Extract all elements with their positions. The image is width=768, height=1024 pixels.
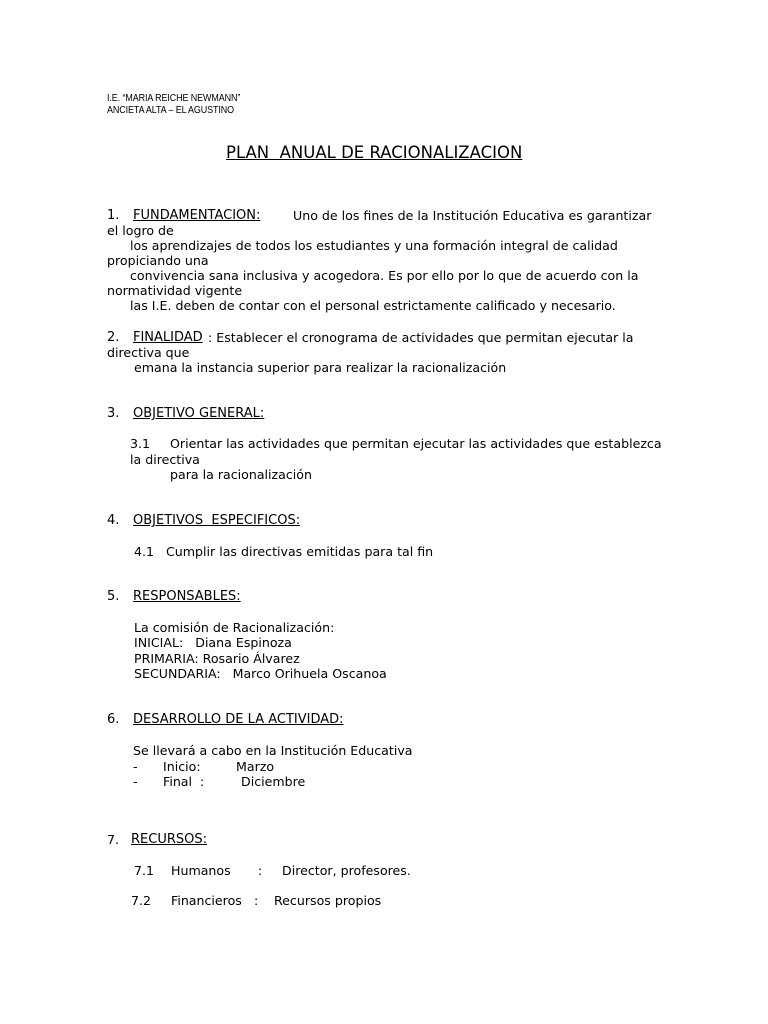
school-location: ANCIETA ALTA – EL AGUSTINO	[107, 105, 235, 116]
recurso-1-label: Humanos	[171, 863, 231, 878]
responsable-secundaria: SECUNDARIA: Marco Orihuela Oscanoa	[134, 666, 387, 681]
responsable-primaria: PRIMARIA: Rosario Álvarez	[134, 651, 300, 666]
recurso-2-separator: :	[254, 893, 259, 908]
recurso-1-number: 7.1	[134, 863, 155, 878]
recurso-1-value: Director, profesores.	[282, 863, 411, 878]
section-3-item-line-2: la directiva	[130, 452, 200, 467]
section-2-line-2: directiva que	[107, 345, 190, 360]
section-7-heading: RECURSOS:	[131, 832, 207, 847]
section-3-number: 3.	[107, 406, 120, 421]
recurso-2-value: Recursos propios	[274, 893, 382, 908]
responsable-inicial: INICIAL: Diana Espinoza	[134, 635, 292, 650]
section-1-line-1: Uno de los fines de la Institución Educativa es garantizar	[293, 208, 652, 223]
section-4-number: 4.	[107, 513, 120, 528]
section-1-line-6: normatividad vigente	[107, 283, 243, 298]
recurso-2-label: Financieros	[171, 893, 242, 908]
school-name: I.E. “MARIA REICHE NEWMANN”	[107, 93, 241, 104]
section-5-intro: La comisión de Racionalización:	[134, 620, 335, 635]
final-value: Diciembre	[241, 774, 306, 789]
section-1-line-4: propiciando una	[107, 253, 209, 268]
section-4-heading: OBJETIVOS ESPECIFICOS:	[133, 513, 301, 528]
section-6-heading: DESARROLLO DE LA ACTIVIDAD:	[133, 712, 344, 727]
recurso-2-number: 7.2	[131, 893, 152, 908]
dash-inicio: -	[133, 759, 138, 774]
section-6-intro: Se llevará a cabo en la Institución Educativa	[133, 743, 413, 758]
section-3-item-line-1: Orientar las actividades que permitan ejecutar las actividades que establezca	[170, 436, 662, 451]
section-1-line-2: el logro de	[107, 223, 174, 238]
section-3-heading: OBJETIVO GENERAL:	[133, 406, 265, 421]
document-title: PLAN ANUAL DE RACIONALIZACION	[226, 143, 523, 162]
section-1-line-7: las I.E. deben de contar con el personal estrictamente calificado y necesario.	[130, 298, 616, 313]
section-2-heading: FINALIDAD	[133, 330, 203, 345]
section-4-item: Cumplir las directivas emitidas para tal fin	[166, 544, 434, 559]
section-1-line-3: los aprendizajes de todos los estudiantes y una formación integral de calidad	[130, 238, 618, 253]
inicio-label: Inicio:	[163, 759, 201, 774]
section-1-heading: FUNDAMENTACION:	[133, 208, 261, 223]
section-2-line-1: : Establecer el cronograma de actividades que permitan ejecutar la	[208, 330, 634, 345]
section-5-number: 5.	[107, 589, 120, 604]
dash-final: -	[133, 774, 138, 789]
section-1-number: 1.	[107, 208, 120, 223]
section-1-line-5: convivencia sana inclusiva y acogedora. Es por ello por lo que de acuerdo con la	[130, 268, 639, 283]
section-2-number: 2.	[107, 330, 120, 345]
section-5-heading: RESPONSABLES:	[133, 589, 241, 604]
section-6-number: 6.	[107, 712, 120, 727]
recurso-1-separator: :	[258, 863, 263, 878]
final-label: Final :	[163, 774, 205, 789]
section-7-number: 7.	[107, 832, 120, 847]
section-3-item-line-3: para la racionalización	[170, 467, 312, 482]
inicio-value: Marzo	[236, 759, 275, 774]
section-3-item-number: 3.1	[130, 436, 151, 451]
section-2-line-3: emana la instancia superior para realizar la racionalización	[134, 360, 507, 375]
section-4-item-number: 4.1	[134, 544, 155, 559]
